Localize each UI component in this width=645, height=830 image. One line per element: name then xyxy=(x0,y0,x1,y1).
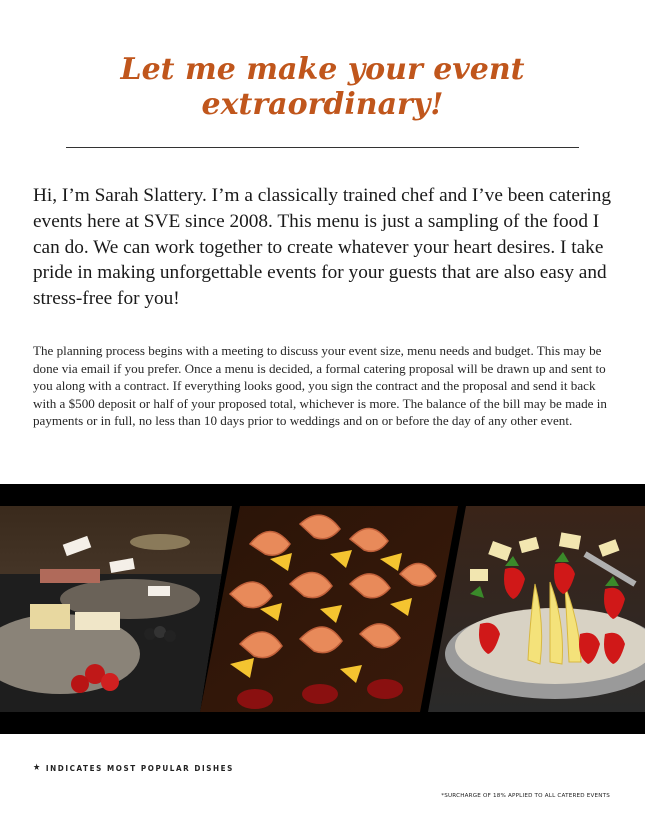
fruit-platter-photo xyxy=(428,506,645,712)
popular-dishes-label: INDICATES MOST POPULAR DISHES xyxy=(45,764,234,773)
star-icon: ★ xyxy=(33,763,42,773)
page-headline: Let me make your event extraordinary! xyxy=(120,52,525,122)
shrimp-cocktail-photo xyxy=(200,506,460,712)
surcharge-note: *SURCHARGE OF 18% APPLIED TO ALL CATERED EVENTS xyxy=(441,793,610,799)
divider-rule xyxy=(66,147,579,148)
intro-paragraph: Hi, I’m Sarah Slattery. I’m a classically trained chef and I’ve been catering events here at SVE since 2008. This menu is just a sampling of the food I can do. We can work together to create whatever your heart desires. I take pride in making unforgettable events for your guests that are also easy and stress-free for you! xyxy=(33,185,612,310)
buffet-table-photo xyxy=(0,506,240,714)
planning-process-paragraph: The planning process begins with a meeting to discuss your event size, menu needs and budget. This may be done via email if you prefer. Once a menu is decided, a formal catering proposal will be drawn up and sent to you along with a contract. If everything looks good, you sign the contract and the proposal and send it back with a $500 deposit or half of your proposed total, whichever is more. The balance of the bill may be made in payments or in full, no less than 10 days prior to weddings and on or before the day of any other event. xyxy=(33,343,607,429)
food-photo-band xyxy=(0,484,645,734)
popular-dishes-note xyxy=(33,764,234,773)
